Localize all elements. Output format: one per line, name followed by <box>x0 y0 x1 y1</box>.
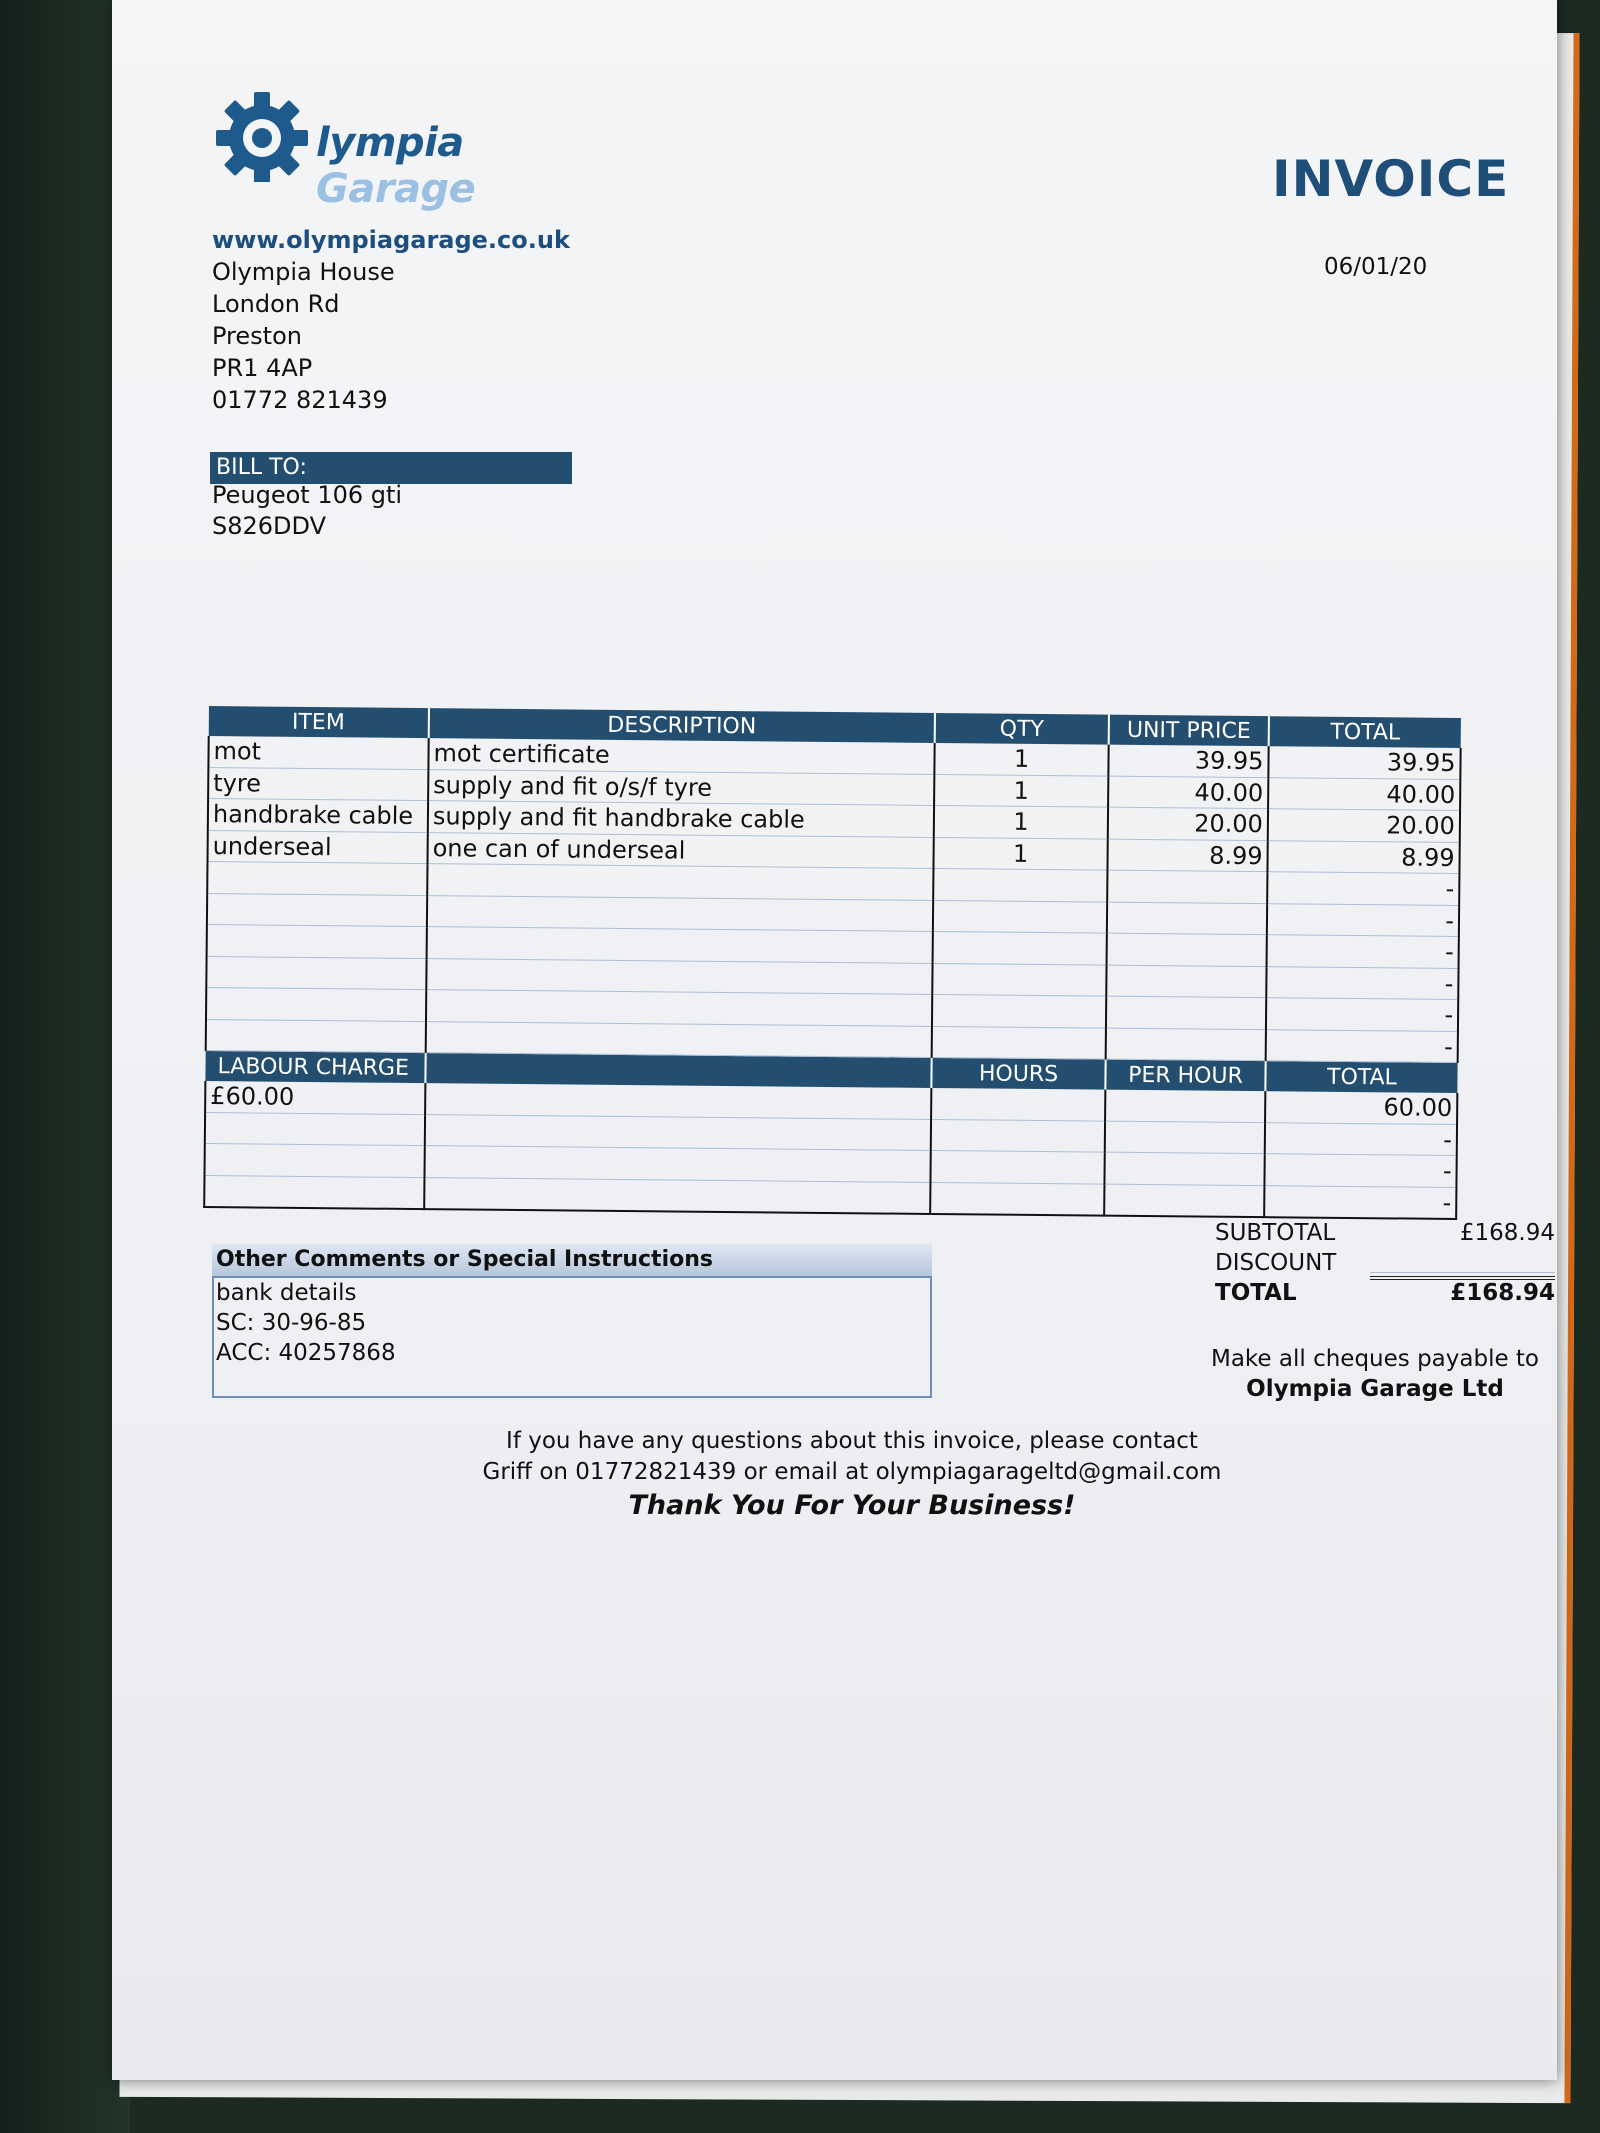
hours-cell <box>930 1182 1104 1216</box>
column-header-labour-charge: LABOUR CHARGE <box>205 1050 425 1083</box>
labour-charge-cell <box>204 1143 424 1177</box>
cheques-note <box>1115 1344 1600 1404</box>
description-cell <box>426 1021 932 1057</box>
description-cell: supply and fit handbrake cable <box>428 801 934 837</box>
qty-cell <box>932 994 1106 1027</box>
address-line: Olympia House <box>212 258 395 286</box>
qty-cell <box>932 1026 1106 1059</box>
unit-price-cell <box>1106 1028 1266 1061</box>
labour-description-cell <box>424 1177 930 1214</box>
website-link[interactable]: www.olympiagarage.co.uk <box>212 226 570 254</box>
comments-box <box>212 1276 932 1398</box>
labour-total-cell: - <box>1264 1185 1456 1219</box>
unit-price-cell <box>1106 996 1266 1029</box>
labour-description-cell <box>425 1083 931 1119</box>
total-cell: - <box>1266 1029 1458 1062</box>
per-hour-cell <box>1105 1090 1265 1123</box>
comments-label: Other Comments or Special Instructions <box>212 1244 932 1276</box>
unit-price-cell <box>1107 933 1267 966</box>
column-header-per-hour: PER HOUR <box>1105 1059 1265 1091</box>
grand-total-value: £168.94 <box>1450 1280 1555 1306</box>
total-cell: - <box>1266 998 1458 1031</box>
address-line: London Rd <box>212 290 340 318</box>
comment-line: ACC: 40257868 <box>216 1340 396 1366</box>
column-header-description: DESCRIPTION <box>429 708 935 743</box>
address-line: PR1 4AP <box>212 354 313 382</box>
item-cell: handbrake cable <box>208 799 428 833</box>
total-cell: - <box>1267 935 1459 968</box>
gear-icon <box>212 92 312 182</box>
labour-total-cell: - <box>1264 1154 1456 1187</box>
cheques-company: Olympia Garage Ltd <box>1246 1376 1504 1402</box>
qty-cell: 1 <box>934 774 1108 807</box>
hours-cell <box>931 1119 1105 1152</box>
unit-price-cell <box>1107 902 1267 935</box>
column-header-total: TOTAL <box>1269 716 1461 748</box>
brand-name-bold: lympia <box>316 120 464 166</box>
item-cell: underseal <box>208 830 428 864</box>
labour-total-cell: 60.00 <box>1265 1091 1457 1124</box>
labour-charge-cell <box>205 1112 425 1146</box>
item-cell <box>207 924 427 958</box>
discount-label: DISCOUNT <box>1215 1250 1337 1276</box>
description-cell <box>427 864 933 900</box>
description-cell <box>427 927 933 963</box>
item-cell <box>206 956 426 990</box>
total-cell: 8.99 <box>1267 840 1459 873</box>
column-header-hours: HOURS <box>931 1057 1105 1089</box>
labour-total-cell: - <box>1265 1122 1457 1155</box>
hours-cell <box>931 1088 1105 1121</box>
total-cell: 40.00 <box>1268 777 1460 810</box>
total-cell: - <box>1266 966 1458 999</box>
description-cell: mot certificate <box>428 738 934 774</box>
labour-charge-cell: £60.00 <box>205 1081 425 1114</box>
comment-line: SC: 30-96-85 <box>216 1310 367 1336</box>
qty-cell <box>933 931 1107 964</box>
footer-contact-details: Griff on 01772821439 or email at olympiagarageltd@gmail.com <box>482 1459 1222 1485</box>
unit-price-cell: 40.00 <box>1108 776 1268 809</box>
footer <box>352 1426 1352 1521</box>
per-hour-cell <box>1105 1121 1265 1154</box>
grand-total-label: TOTAL <box>1215 1280 1297 1306</box>
total-row <box>1215 1280 1555 1310</box>
thank-you-message: Thank You For Your Business! <box>628 1490 1076 1521</box>
totals-block <box>1215 1220 1555 1310</box>
column-header-qty: QTY <box>935 713 1109 745</box>
item-cell <box>207 893 427 927</box>
unit-price-cell: 20.00 <box>1108 807 1268 840</box>
subtotal-label: SUBTOTAL <box>1215 1220 1336 1246</box>
per-hour-cell <box>1104 1184 1264 1218</box>
unit-price-cell <box>1106 965 1266 998</box>
description-cell <box>426 990 932 1026</box>
description-cell: supply and fit o/s/f tyre <box>428 769 934 805</box>
item-cell <box>206 987 426 1021</box>
item-cell <box>207 862 427 896</box>
column-header-labour-total: TOTAL <box>1265 1061 1457 1093</box>
brand-name-light: Garage <box>316 166 476 212</box>
item-cell: mot <box>208 736 428 769</box>
qty-cell <box>933 900 1107 933</box>
description-cell <box>427 895 933 931</box>
bill-to-registration: S826DDV <box>212 512 326 540</box>
unit-price-cell: 39.95 <box>1108 745 1268 778</box>
hours-cell <box>930 1150 1104 1183</box>
subtotal-value: £168.94 <box>1459 1220 1555 1246</box>
qty-cell <box>933 868 1107 901</box>
item-cell: tyre <box>208 767 428 801</box>
unit-price-cell: 8.99 <box>1107 839 1267 872</box>
items-table <box>203 706 1462 1220</box>
labour-description-cell <box>424 1146 930 1182</box>
labour-charge-cell <box>204 1175 424 1209</box>
discount-underline <box>1370 1272 1555 1273</box>
desk-background <box>0 0 130 2133</box>
subtotal-row <box>1215 1220 1555 1250</box>
total-cell: 39.95 <box>1268 746 1460 779</box>
item-cell <box>206 1019 426 1053</box>
total-cell: 20.00 <box>1268 809 1460 842</box>
bill-to-details <box>212 480 402 542</box>
column-header-unit-price: UNIT PRICE <box>1109 715 1269 747</box>
footer-contact-line: If you have any questions about this invoice, please contact <box>506 1428 1198 1454</box>
brand-logo <box>212 92 632 212</box>
brand-name <box>316 120 632 212</box>
qty-cell <box>932 963 1106 996</box>
description-cell <box>426 958 932 994</box>
qty-cell: 1 <box>934 805 1108 838</box>
description-cell: one can of underseal <box>427 832 933 868</box>
bill-to-label: BILL TO: <box>210 452 572 484</box>
bill-to-vehicle: Peugeot 106 gti <box>212 481 403 509</box>
column-header-item: ITEM <box>209 706 429 738</box>
cheques-line: Make all cheques payable to <box>1210 1346 1540 1372</box>
total-cell: - <box>1267 903 1459 936</box>
invoice-paper <box>112 0 1557 2080</box>
total-cell: - <box>1267 872 1459 905</box>
company-address <box>212 224 570 416</box>
invoice-title: INVOICE <box>1272 150 1510 208</box>
qty-cell: 1 <box>933 837 1107 870</box>
qty-cell: 1 <box>934 743 1108 776</box>
per-hour-cell <box>1104 1152 1264 1185</box>
address-phone: 01772 821439 <box>212 386 388 414</box>
invoice-date: 06/01/20 <box>1324 254 1428 280</box>
address-line: Preston <box>212 322 302 350</box>
labour-description-cell <box>425 1114 931 1150</box>
column-header-labour-description <box>425 1053 931 1088</box>
unit-price-cell <box>1107 870 1267 903</box>
comment-line: bank details <box>216 1280 357 1306</box>
